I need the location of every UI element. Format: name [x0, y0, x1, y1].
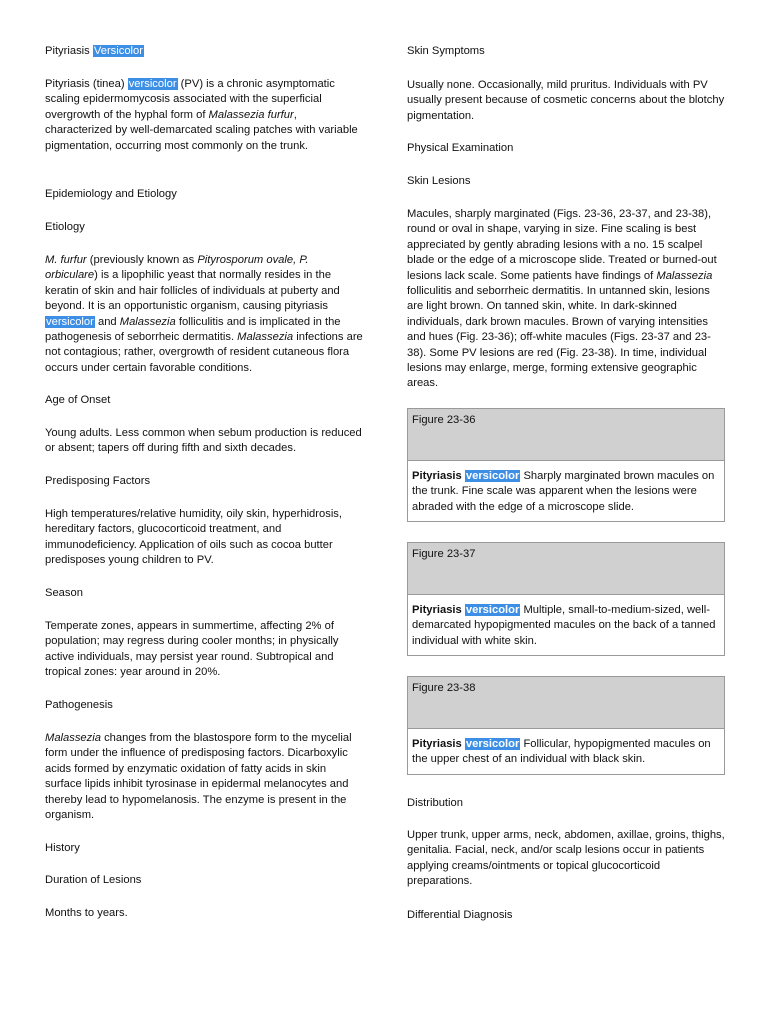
etiology-italic: Malassezia — [237, 331, 294, 344]
heading-predisposing-factors: Predisposing Factors — [45, 475, 151, 487]
duration-paragraph: Months to years. — [45, 907, 128, 919]
pathogenesis-italic: Malassezia — [45, 732, 101, 744]
heading-skin-lesions: Skin Lesions — [407, 175, 471, 187]
figure-image-placeholder — [408, 543, 724, 595]
caption-text: Follicular, hypopigmented macules on the upper chest of an individual with black skin. — [412, 738, 711, 766]
heading-history: History — [45, 842, 80, 854]
figure-caption — [408, 461, 724, 521]
document-title — [45, 44, 363, 59]
etiology-italic: M. furfur — [45, 254, 87, 266]
figure-23-38 — [407, 676, 725, 775]
heading-skin-symptoms: Skin Symptoms — [407, 45, 485, 57]
pathogenesis-paragraph — [45, 731, 363, 823]
search-highlight: Versicolor — [93, 45, 143, 57]
search-highlight: versicolor — [465, 738, 520, 750]
intro-text: , characterized by well-demarcated scaling patches with variable pigmentation, occurring most commonly on the trunk. — [45, 108, 358, 152]
age-paragraph: Young adults. Less common when sebum production is reduced or absent; tapers off during fifth and sixth decades. — [45, 427, 362, 455]
intro-text: Pityriasis (tinea) — [45, 78, 128, 90]
etiology-italic: Malassezia — [119, 315, 176, 328]
heading-physical-examination: Physical Examination — [407, 142, 514, 154]
search-highlight: versicolor — [465, 604, 520, 616]
figure-23-37 — [407, 542, 725, 656]
lesions-text: folliculitis and seborrheic dermatitis. In untanned skin, lesions are light brown. On tanned skin, white. In dark-skinned individuals, dark brown macules. Brown of varying intensities and hues (Fig. 23-36); off-white macules (Figs. 23-37 and 23-38). Some PV lesions are red (Fig. 23-38). In time, individual lesions may enlarge, merge, forming extensive geographic areas. — [407, 285, 711, 390]
etiology-text: (previously known as — [86, 254, 198, 266]
title-text: Pityriasis — [45, 45, 93, 57]
etiology-text: and — [94, 315, 120, 328]
figure-label: Figure 23-38 — [412, 682, 476, 694]
symptoms-paragraph: Usually none. Occasionally, mild pruritus. Individuals with PV usually present because of cosmetic concerns about the blotchy pigmentation. — [407, 79, 725, 122]
figure-caption — [408, 729, 724, 774]
figure-caption — [408, 595, 724, 655]
intro-paragraph — [45, 77, 363, 154]
etiology-text: infections are not contagious; rather, overgrowth of resident cutaneous flora occurs under certain favorable conditions. — [45, 331, 363, 374]
lesions-italic: Malassezia — [656, 269, 713, 282]
heading-duration: Duration of Lesions — [45, 874, 142, 886]
caption-text: Sharply marginated brown macules on the trunk. Fine scale was apparent when the lesions were abraded with the edge of a microscope slide. — [412, 470, 715, 513]
figure-label: Figure 23-36 — [412, 414, 476, 426]
figure-image-placeholder — [408, 677, 724, 729]
figure-label: Figure 23-37 — [412, 548, 476, 560]
predisposing-paragraph: High temperatures/relative humidity, oily skin, hyperhidrosis, hereditary factors, glucocorticoid treatment, and immunodeficiency. Application of oils such as cocoa butter predisposes young children to PV. — [45, 508, 343, 567]
etiology-text: ) is a lipophilic yeast that normally resides in the keratin of skin and hair follicles of individuals at puberty and beyond. It is an opportunistic organism, causing pityriasis — [45, 269, 340, 313]
search-highlight: versicolor — [465, 470, 520, 482]
etiology-text: folliculitis and is implicated in the pathogenesis of seborrheic dermatitis. — [45, 315, 341, 344]
heading-season: Season — [45, 587, 83, 599]
heading-distribution: Distribution — [407, 797, 463, 809]
intro-text: (PV) is a chronic asymptomatic scaling epidermomycosis associated with the superficial overgrowth of the hyphal form of — [45, 78, 335, 121]
distribution-paragraph: Upper trunk, upper arms, neck, abdomen, axillae, groins, thighs, genitalia. Facial, neck, and/or scalp lesions occur in patients applying creams/ointments or topical glucocorticoid preparations. — [407, 829, 725, 888]
lesions-text: Macules, sharply marginated (Figs. 23-36, 23-37, and 23-38), round or oval in shape, varying in size. Fine scaling is best appreciated by gently abrading lesions with a no. 15 scalpel blade or the edge of a microscope slide. Treated or burned-out lesions lack scale. Some patients have findings of — [407, 208, 717, 282]
figure-23-36 — [407, 408, 725, 522]
heading-pathogenesis: Pathogenesis — [45, 699, 113, 711]
heading-age-of-onset: Age of Onset — [45, 394, 111, 406]
search-highlight: versicolor — [46, 315, 94, 328]
season-paragraph: Temperate zones, appears in summertime, affecting 2% of population; may regress during cooler months; in physically active individuals, may persist year round. Subtropical and tropical zones: year around in 20%. — [45, 620, 339, 679]
figure-image-placeholder — [408, 409, 724, 461]
heading-epidemiology: Epidemiology and Etiology — [45, 188, 177, 200]
caption-bold: Pityriasis — [412, 738, 465, 750]
heading-etiology: Etiology — [45, 221, 85, 233]
etiology-italic: Pityrosporum ovale, P. orbiculare — [45, 254, 309, 282]
lesions-paragraph — [407, 207, 725, 392]
heading-differential-diagnosis: Differential Diagnosis — [407, 909, 513, 921]
caption-text: Multiple, small-to-medium-sized, well-demarcated hypopigmented macules on the back of a tanned individual with white skin. — [412, 604, 716, 647]
intro-italic: Malassezia furfur — [208, 108, 294, 121]
pathogenesis-text: changes from the blastospore form to the mycelial form under the influence of predisposing factors. Dicarboxylic acids formed by enzymatic oxidation of fatty acids in skin surface lipids inhibit tyrosinase in epidermal melanocytes and thereby lead to hypomelanosis. The enzyme is present in the organism. — [45, 732, 352, 822]
caption-bold: Pityriasis — [412, 470, 465, 482]
search-highlight: versicolor — [128, 78, 177, 90]
etiology-paragraph — [45, 253, 363, 376]
caption-bold: Pityriasis — [412, 604, 465, 616]
